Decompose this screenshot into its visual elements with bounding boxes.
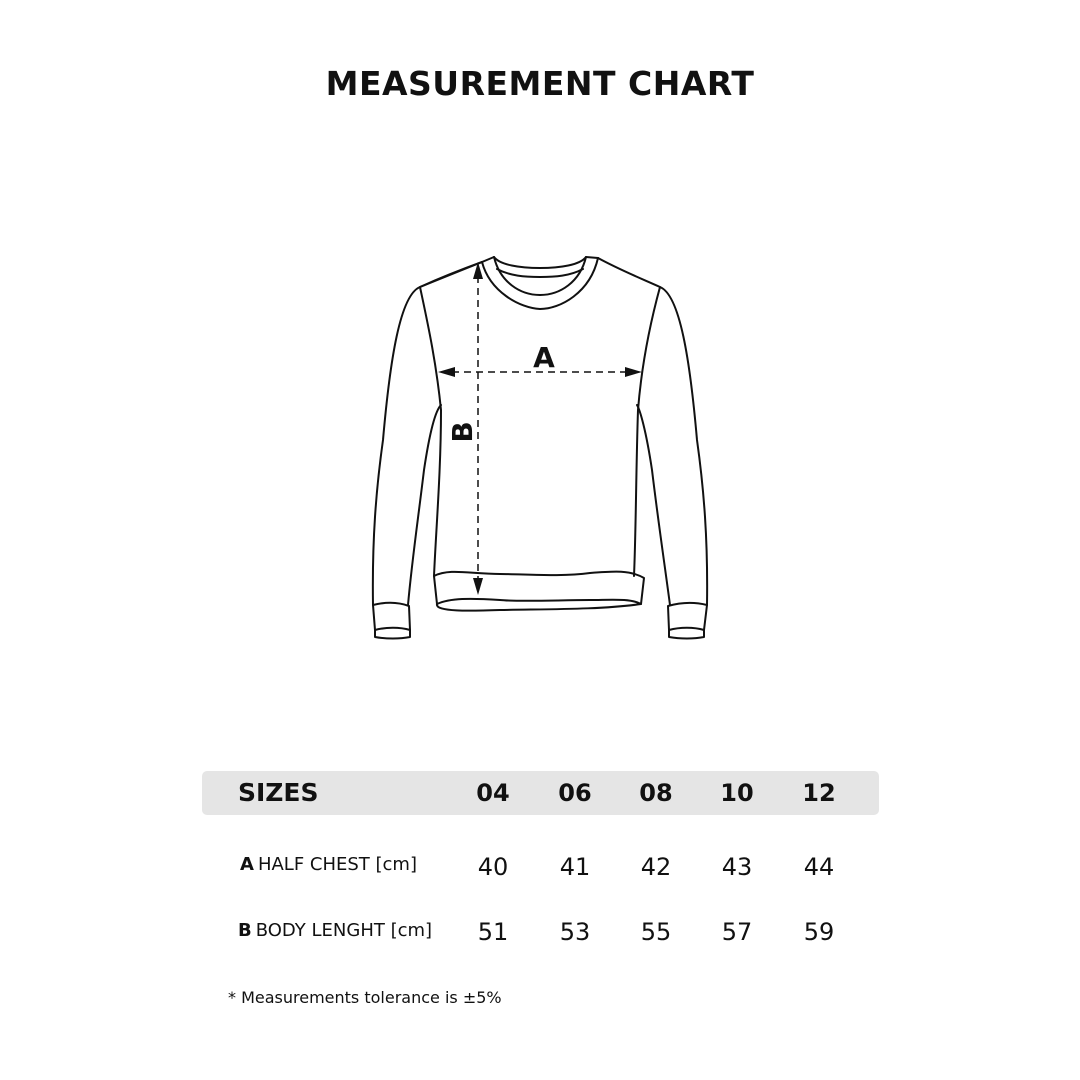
tolerance-note: * Measurements tolerance is ±5% <box>228 988 502 1007</box>
measure-a-arrow-right <box>625 367 642 377</box>
table-cell: 59 <box>803 918 835 946</box>
size-header-10: 10 <box>720 779 754 807</box>
table-cell: 57 <box>721 918 753 946</box>
waistband <box>434 572 644 604</box>
sleeve-right <box>637 287 707 605</box>
measure-a-arrow-left <box>438 367 455 377</box>
measure-b-label: B <box>446 421 479 443</box>
collar-edge-left <box>482 257 494 262</box>
table-cell: 40 <box>477 853 509 881</box>
size-header-08: 08 <box>639 779 673 807</box>
row-letter-a: A <box>240 854 254 875</box>
cuff-right <box>668 603 707 630</box>
row-text-body-length: BODY LENGHT [cm] <box>255 920 433 941</box>
collar-back <box>494 257 586 268</box>
size-header-06: 06 <box>558 779 592 807</box>
table-cell: 41 <box>559 853 591 881</box>
cuff-right-bottom <box>669 630 704 639</box>
sweater-body <box>420 258 660 576</box>
cuff-left-bottom <box>375 630 410 639</box>
measure-a-label: A <box>533 341 555 374</box>
cuff-left <box>373 603 410 630</box>
size-header-04: 04 <box>476 779 510 807</box>
size-header-12: 12 <box>802 779 836 807</box>
table-cell: 44 <box>803 853 835 881</box>
measure-b-arrow-bottom <box>473 578 483 595</box>
row-text-half-chest: HALF CHEST [cm] <box>257 854 417 875</box>
sizes-header-label: SIZES <box>238 778 319 807</box>
page-title: MEASUREMENT CHART <box>325 64 755 103</box>
table-cell: 51 <box>477 918 509 946</box>
table-cell: 42 <box>640 853 672 881</box>
table-cell: 55 <box>640 918 672 946</box>
collar-back-2 <box>497 269 583 277</box>
sleeve-left <box>373 287 441 605</box>
table-cell: 43 <box>721 853 753 881</box>
neckline-outer <box>482 258 598 309</box>
row-letter-b: B <box>238 920 252 941</box>
sweater-shoulder-left <box>420 262 482 287</box>
collar-edge-right <box>586 257 598 258</box>
table-cell: 53 <box>559 918 591 946</box>
waistband-bottom <box>437 604 641 611</box>
row-label-half-chest <box>240 853 417 877</box>
row-label-body-length <box>238 919 432 943</box>
